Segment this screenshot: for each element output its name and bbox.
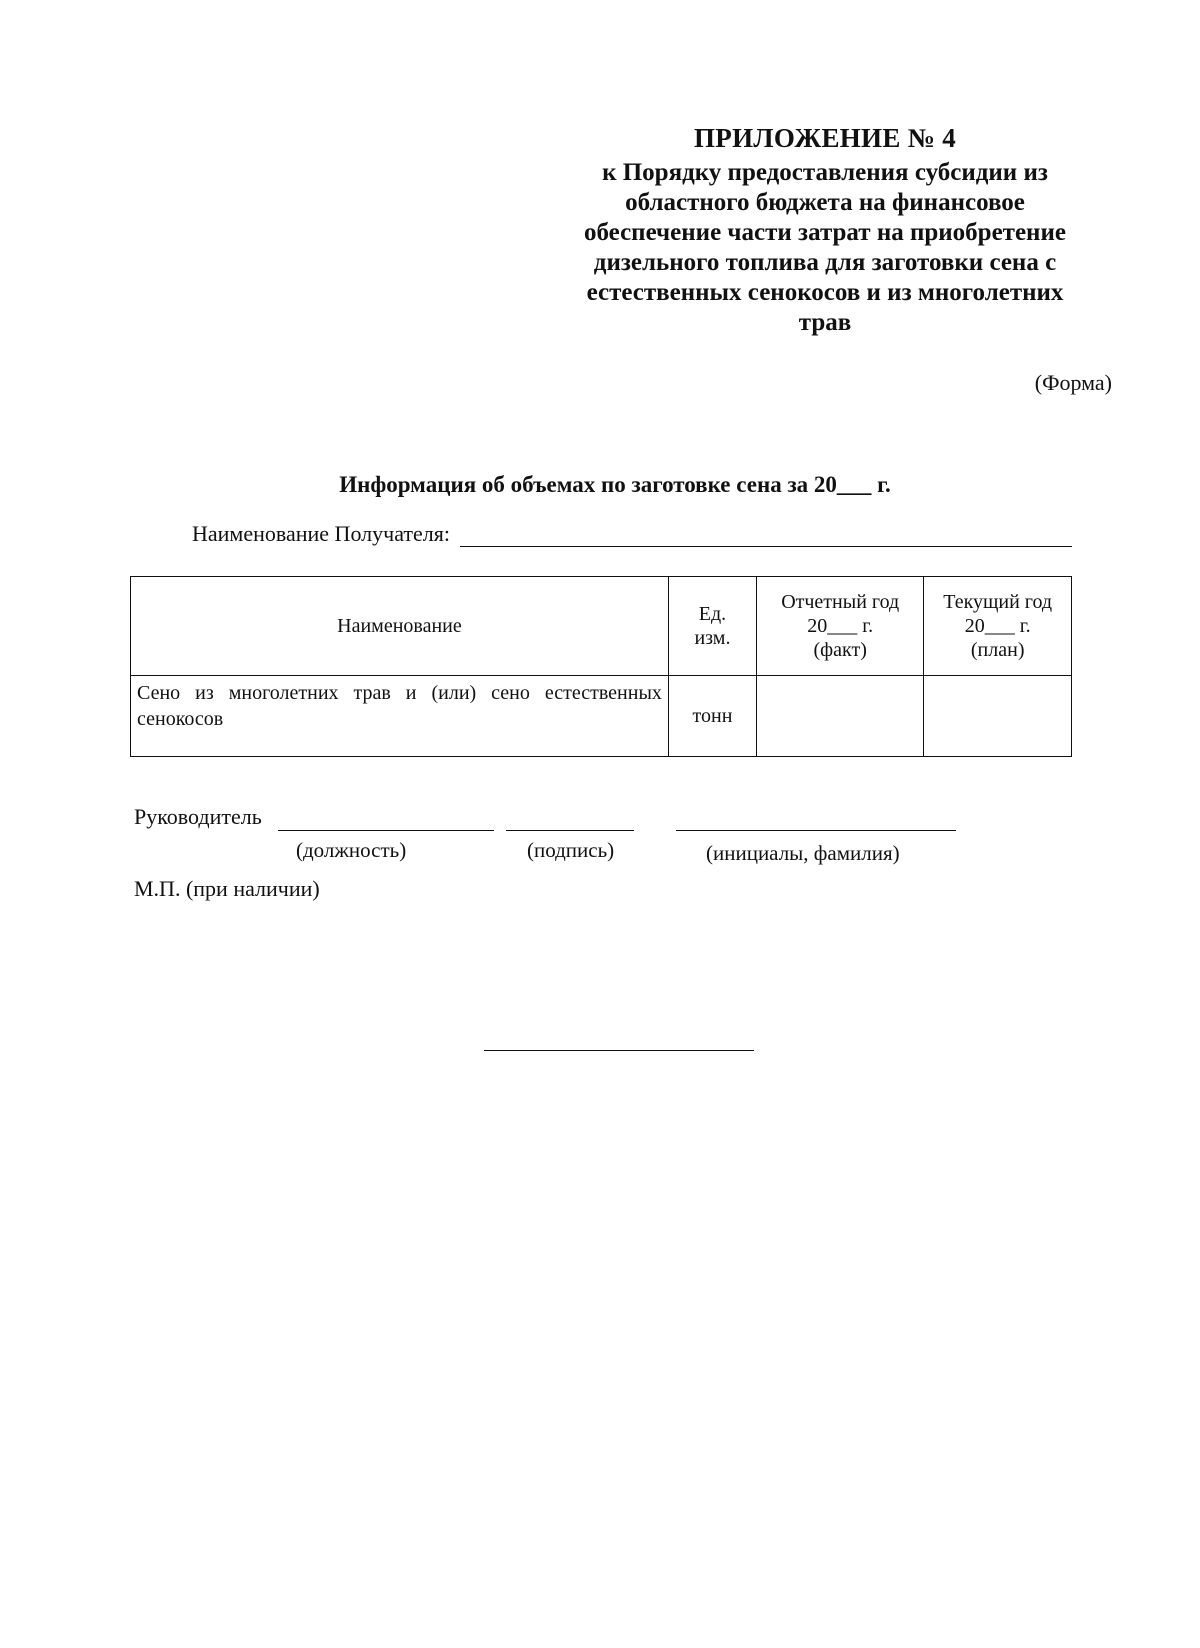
appendix-text	[540, 158, 1110, 338]
recipient-row	[192, 521, 1072, 547]
appendix-title: ПРИЛОЖЕНИЕ № 4	[694, 123, 956, 153]
appendix-block	[540, 122, 1110, 338]
table-row	[131, 676, 1072, 757]
name-field[interactable]	[676, 829, 956, 831]
header-unit	[668, 577, 756, 676]
appendix-line: областного бюджета на финансовое	[625, 189, 1025, 216]
header-fact-line: Отчетный год	[781, 591, 900, 613]
appendix-line: дизельного топлива для заготовки сена с	[593, 249, 1057, 276]
header-unit-line: Ед.	[698, 603, 727, 625]
header-plan-line: (план)	[970, 639, 1025, 661]
document-title: Информация об объемах по заготовке сена за 20___ г.	[339, 472, 891, 497]
recipient-label: Наименование Получателя:	[192, 521, 450, 546]
header-current-year	[924, 577, 1072, 676]
row-plan-cell[interactable]	[924, 676, 1072, 757]
form-mark: (Форма)	[1034, 370, 1112, 395]
table-header-row	[131, 577, 1072, 676]
closing-divider	[484, 1050, 754, 1051]
appendix-line: к Порядку предоставления субсидии из	[602, 159, 1048, 186]
appendix-line: трав	[798, 309, 852, 336]
header-reporting-year	[757, 577, 924, 676]
hay-volume-table	[130, 576, 1072, 757]
position-caption: (должность)	[296, 838, 407, 862]
row-name-cell: Сено из многолетних трав и (или) сено естественных сенокосов	[131, 676, 669, 757]
position-field[interactable]	[278, 829, 494, 831]
row-fact-cell[interactable]	[757, 676, 924, 757]
header-plan-line: 20___ г.	[964, 615, 1031, 637]
row-unit-cell: тонн	[668, 676, 756, 757]
appendix-line: естественных сенокосов и из многолетних	[586, 279, 1064, 306]
name-caption: (инициалы, фамилия)	[706, 841, 900, 865]
header-name: Наименование	[131, 577, 669, 676]
appendix-line: обеспечение части затрат на приобретение	[584, 219, 1066, 246]
signature-field[interactable]	[506, 829, 634, 831]
header-unit-line: изм.	[694, 627, 731, 649]
header-fact-line: 20___ г.	[807, 615, 874, 637]
signature-caption: (подпись)	[527, 838, 615, 862]
header-fact-line: (факт)	[813, 639, 867, 661]
signature-label: Руководитель	[134, 804, 262, 829]
recipient-name-field[interactable]	[460, 522, 1072, 547]
stamp-note: М.П. (при наличии)	[134, 876, 320, 901]
header-plan-line: Текущий год	[943, 591, 1053, 613]
